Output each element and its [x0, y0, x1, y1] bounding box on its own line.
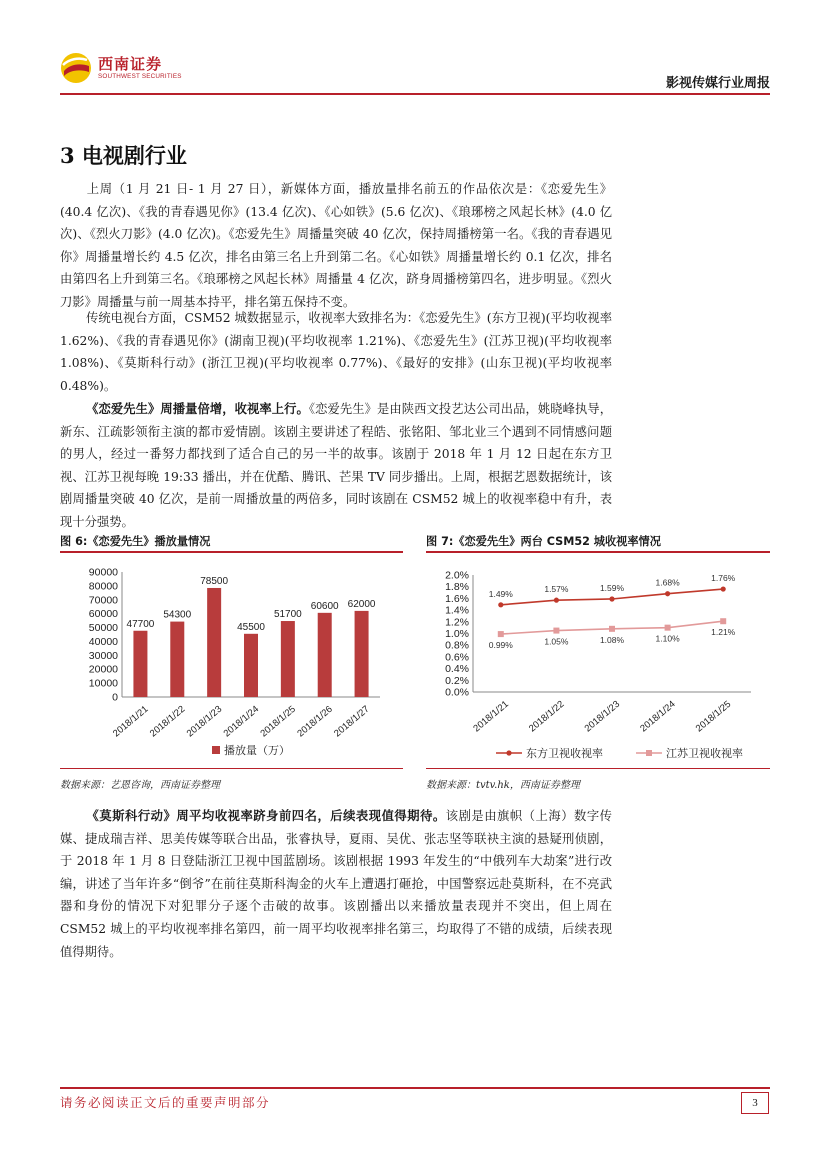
y-tick-label: 0.0%	[445, 686, 469, 699]
data-label: 1.10%	[655, 633, 680, 644]
bar	[207, 588, 221, 697]
y-tick-label: 20000	[88, 663, 118, 676]
x-tick-label: 2018/1/25	[693, 698, 734, 735]
data-point	[498, 631, 504, 637]
x-tick-label: 2018/1/27	[332, 703, 372, 740]
bar	[318, 613, 332, 697]
bar-value-label: 60600	[310, 600, 339, 612]
y-tick-label: 0.2%	[445, 674, 469, 687]
data-label: 1.76%	[711, 573, 736, 584]
data-label: 1.21%	[711, 627, 736, 638]
paragraph-2-text: 传统电视台方面，CSM52 城数据显示，收视率大致排名为：《恋爱先生》(东方卫视)(平均收视率 1.62%)、《我的青春遇见你》(湖南卫视)(平均收视率 1.21%)、《恋爱先生》(江苏卫视)(平均收视率 1.08%)、《莫斯科行动》(浙江卫视)(平均收视率 0.77%)、《最好的安排》(山东卫视)(平均收视率 0.48%)。	[60, 311, 612, 393]
y-tick-label: 40000	[88, 635, 118, 648]
figure-7-top-rule	[426, 551, 770, 553]
y-tick-label: 10000	[88, 677, 118, 690]
y-tick-label: 70000	[88, 594, 118, 607]
figure-7-source: 数据来源：tvtv.hk，西南证券整理	[426, 780, 580, 791]
data-point	[721, 586, 726, 591]
y-tick-label: 80000	[88, 580, 118, 593]
legend-label: 东方卫视收视率	[526, 747, 603, 760]
legend-marker	[646, 750, 652, 756]
x-tick-label: 2018/1/22	[147, 703, 188, 740]
logo-text-en: SOUTHWEST SECURITIES	[98, 73, 182, 80]
paragraph-4	[60, 805, 612, 963]
data-label: 1.57%	[544, 584, 569, 595]
x-tick-label: 2018/1/22	[526, 698, 567, 735]
y-tick-label: 0.8%	[445, 639, 469, 652]
y-tick-label: 1.0%	[445, 628, 469, 640]
paragraph-3-text: 《恋爱先生》是由陕西文投艺达公司出品，姚晓峰执导，新东、江疏影领衔主演的都市爱情剧。该剧主要讲述了程皓、张铭阳、邹北业三个遇到不同情感问题的男人，经过一番努力都找到了适合自己的另一半的故事。该剧于 2018 年 1 月 12 日起在东方卫视、江苏卫视每晚 19:33 播出，并在优酷、腾讯、芒果 TV 同步播出。上周，根据艺恩数据统计，该剧周播量突破 40 亿次，是前一周播放量的两倍多，同时该剧在 CSM52 城上的收视率稳中有升，表现十分强势。	[60, 402, 612, 529]
data-point	[498, 602, 503, 607]
paragraph-3-lead: 《恋爱先生》周播量倍增，收视率上行。	[86, 401, 309, 416]
y-tick-label: 0	[112, 691, 118, 704]
data-label: 1.59%	[599, 582, 625, 593]
legend-marker	[506, 750, 511, 755]
data-label: 0.99%	[488, 640, 513, 651]
x-tick-label: 2018/1/23	[582, 698, 623, 735]
y-tick-label: 1.6%	[445, 592, 469, 605]
y-tick-label: 50000	[88, 622, 118, 635]
figure-6-title: 图 6:《恋爱先生》播放量情况	[60, 535, 211, 548]
bar	[133, 631, 147, 697]
bar-value-label: 62000	[347, 598, 376, 610]
y-tick-label: 0.4%	[445, 663, 469, 676]
data-point	[609, 626, 615, 632]
figure-7-line-chart	[426, 556, 770, 766]
paragraph-2	[60, 307, 612, 397]
bar-value-label: 51700	[273, 609, 302, 621]
section-title: 3 电视剧行业	[60, 143, 187, 168]
bar-value-label: 54300	[163, 609, 192, 621]
bar	[281, 621, 295, 697]
x-tick-label: 2018/1/24	[638, 698, 678, 735]
data-point	[720, 618, 726, 624]
y-tick-label: 90000	[88, 566, 118, 579]
x-tick-label: 2018/1/24	[221, 703, 262, 740]
legend-label: 江苏卫视收视率	[666, 747, 743, 760]
y-tick-label: 1.4%	[445, 604, 469, 617]
paragraph-3	[60, 398, 612, 534]
paragraph-4-text: 该剧是由旗帜（上海）数字传媒、捷成瑞吉祥、思美传媒等联合出品，张睿执导，夏雨、吴优、张志坚等联袂主演的悬疑刑侦剧，于 2018 年 1 月 8 日登陆浙江卫视中国蓝剧场。该剧根据 1993 年发生的“中俄列车大劫案”进行改编，讲述了当年许多“倒爷”在前往莫斯科淘金的火车上遭遇打砸抢，中国警察远赴莫斯科，在不亮武器和身份的情况下对犯罪分子逐个击破的故事。该剧播出以来播放量表现并不突出，但上周在 CSM52 城上的平均收视率排名第四，前一周平均收视率排名第三，均取得了不错的成绩，后续表现值得期待。	[60, 809, 612, 959]
data-label: 1.05%	[544, 636, 569, 647]
legend-label: 播放量（万）	[224, 744, 290, 757]
x-tick-label: 2018/1/26	[295, 703, 335, 740]
data-label: 1.49%	[488, 588, 513, 599]
paragraph-4-lead: 《莫斯科行动》周平均收视率跻身前四名，后续表现值得期待。	[86, 808, 446, 823]
x-tick-label: 2018/1/21	[111, 703, 151, 740]
figure-6-bar-chart	[60, 556, 403, 766]
paragraph-1-text: 上周（1 月 21 日- 1 月 27 日），新媒体方面，播放量排名前五的作品依次是：《恋爱先生》(40.4 亿次)、《我的青春遇见你》(13.4 亿次)、《心如铁》(5.6 亿次)、《琅琊榜之风起长林》(4.0 亿次)、《烈火刀影》(4.0 亿次)。《恋爱先生》周播量突破 40 亿次，保持周播榜第一名。《我的青春遇见你》周播量增长约 4.5 亿次，排名由第三名上升到第二名。《心如铁》周播量增长约 0.1 亿次，排名由第四名上升到第三名。《琅琊榜之风起长林》周播量 4 亿次，跻身周播榜第四名，进步明显。《烈火刀影》周播量与前一周基本持平，排名第五保持不变。	[60, 182, 612, 309]
paragraph-1	[60, 178, 612, 314]
footer-divider	[60, 1087, 770, 1089]
header-divider	[60, 93, 770, 95]
y-tick-label: 1.8%	[445, 581, 469, 594]
figure-6-source: 数据来源：艺恩咨询，西南证券整理	[60, 780, 220, 791]
footer-disclaimer: 请务必阅读正文后的重要声明部分	[60, 1095, 271, 1110]
data-point	[665, 591, 670, 596]
logo-icon	[60, 52, 92, 84]
data-point	[665, 625, 671, 631]
data-point	[553, 628, 559, 634]
bar-value-label: 47700	[126, 618, 155, 630]
bar	[355, 611, 369, 697]
y-tick-label: 1.2%	[445, 616, 469, 629]
x-tick-label: 2018/1/25	[258, 703, 298, 740]
report-title: 影视传媒行业周报	[665, 76, 770, 91]
data-point	[554, 598, 559, 603]
figure-6-top-rule	[60, 551, 403, 553]
logo-text-cn: 西南证券	[98, 55, 163, 73]
x-tick-label: 2018/1/21	[471, 698, 511, 735]
figure-7-title: 图 7:《恋爱先生》两台 CSM52 城收视率情况	[426, 535, 661, 548]
data-label: 1.08%	[599, 634, 625, 645]
bar	[244, 634, 258, 697]
y-tick-label: 30000	[88, 649, 118, 662]
y-tick-label: 2.0%	[445, 569, 469, 582]
page-number: 3	[741, 1092, 769, 1114]
bar	[170, 622, 184, 697]
x-tick-label: 2018/1/23	[184, 703, 225, 740]
y-tick-label: 0.6%	[445, 651, 469, 664]
y-tick-label: 60000	[88, 608, 118, 621]
data-label: 1.68%	[655, 577, 680, 588]
legend-swatch	[212, 746, 220, 754]
figure-7-bottom-rule	[426, 768, 770, 769]
figure-6-bottom-rule	[60, 768, 403, 769]
bar-value-label: 78500	[200, 575, 229, 587]
bar-value-label: 45500	[237, 621, 265, 633]
data-point	[609, 596, 614, 601]
